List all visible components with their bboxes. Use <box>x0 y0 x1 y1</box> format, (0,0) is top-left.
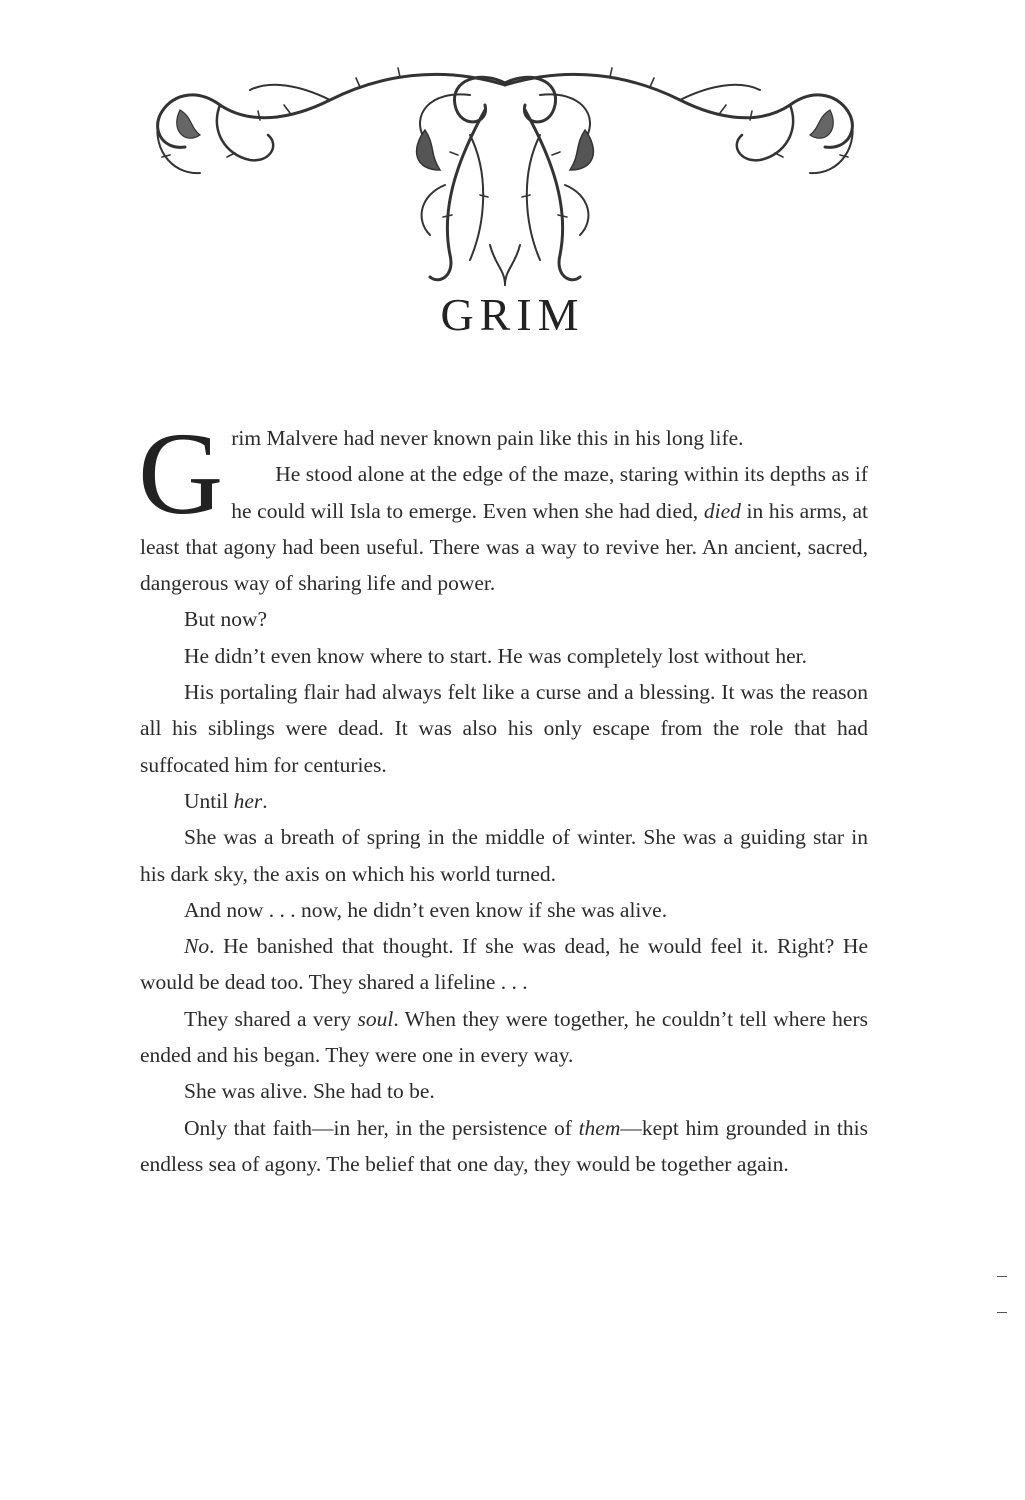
emphasis-text: died <box>703 498 741 523</box>
margin-tick <box>997 1312 1007 1313</box>
text-run: She was alive. She had to be. <box>184 1079 435 1104</box>
paragraph <box>140 1001 868 1074</box>
paragraph <box>140 601 868 637</box>
text-run: . He banished that thought. If she was dead, he would feel it. Right? He would be dead too. They shared a lifeline . . . <box>140 934 868 995</box>
thorn-vine-ornament-icon <box>140 55 870 290</box>
text-run: She was a breath of spring in the middle of winter. She was a guiding star in his dark sky, the axis on which his world turned. <box>140 825 868 886</box>
text-run: But now? <box>184 607 268 632</box>
paragraph <box>140 456 868 601</box>
emphasis-text: No <box>184 934 210 959</box>
text-run: . When they were together, he couldn’t tell where hers ended and his began. They were one in every way. <box>140 1006 868 1068</box>
text-run: He stood alone at the edge of the maze, staring within its depths as if he could will Isla to emerge. Even when she had died, <box>231 462 868 523</box>
chapter-title: GRIM <box>440 289 585 340</box>
text-run: —kept him grounded in this endless sea of agony. The belief that one day, they would be together again. <box>140 1115 868 1176</box>
text-run: He didn’t even know where to start. He was completely lost without her. <box>184 643 807 668</box>
text-run: Only that faith—in her, in the persistence of <box>184 1115 579 1140</box>
text-run: in his arms, at least that agony had been useful. There was a way to revive her. An ancient, sacred, dangerous way of sharing life and power. <box>140 498 869 596</box>
text-run: They shared a very <box>184 1006 358 1031</box>
margin-tick <box>997 1276 1007 1277</box>
drop-cap: G <box>138 408 224 539</box>
text-run: . <box>262 788 268 813</box>
paragraph <box>140 783 868 819</box>
paragraph <box>140 892 868 928</box>
paragraph <box>140 928 868 1001</box>
text-run: Until <box>184 788 234 813</box>
text-run: rim Malvere had never known pain like this in his long life. <box>231 426 744 450</box>
chapter-body <box>138 408 869 1182</box>
emphasis-text: her <box>233 788 263 813</box>
text-run: His portaling flair had always felt like a curse and a blessing. It was the reason all his siblings were dead. It was also his only escape from the role that had suffocated him for centuries. <box>140 680 868 777</box>
paragraph <box>140 1073 868 1109</box>
text-run: And now . . . now, he didn’t even know if she was alive. <box>184 897 668 922</box>
emphasis-text: soul <box>357 1006 394 1031</box>
paragraph <box>140 638 868 674</box>
paragraph <box>140 674 868 783</box>
paragraph <box>140 1110 868 1183</box>
emphasis-text: them <box>578 1115 621 1140</box>
paragraph <box>140 819 868 892</box>
